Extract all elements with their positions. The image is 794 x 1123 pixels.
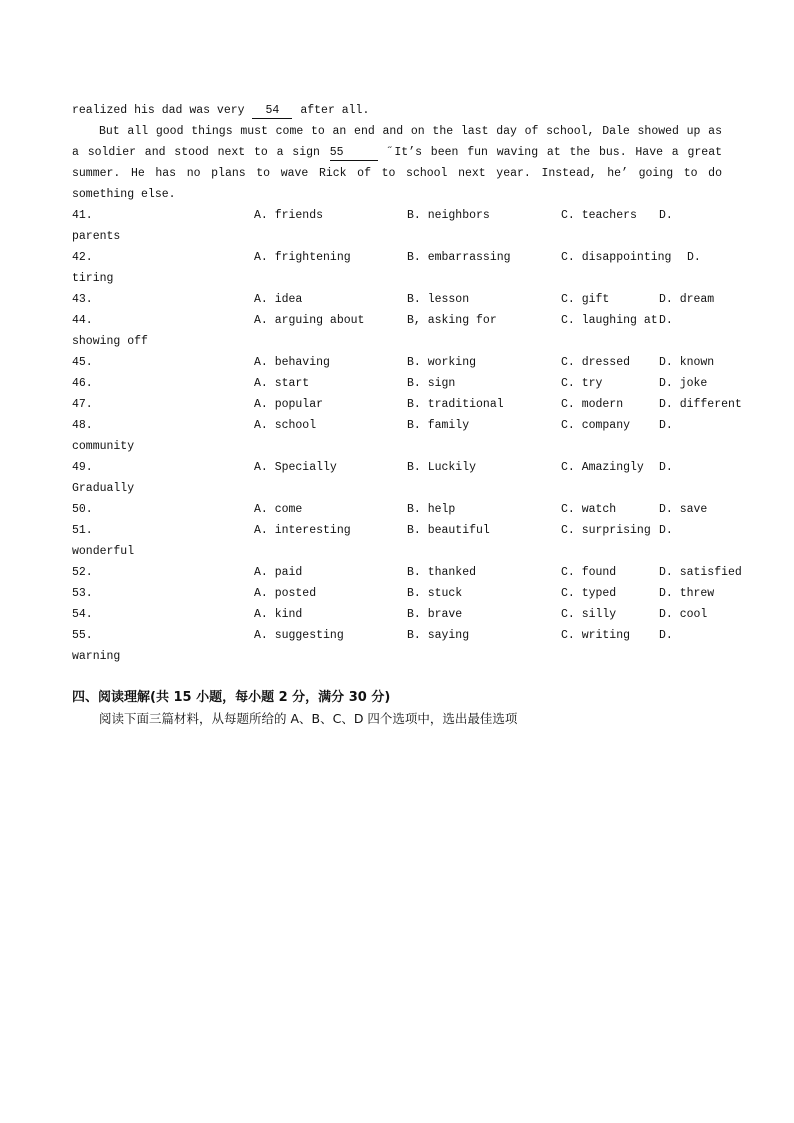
question-list xyxy=(72,205,742,667)
option-b: B. embarrassing xyxy=(407,251,511,264)
option-c: C. try xyxy=(561,377,603,390)
option-d: D. xyxy=(659,629,673,642)
option-d: D. xyxy=(659,419,673,432)
passage-text: ˝It’s been fun waving at the bus. Have a great xyxy=(387,146,722,159)
question-number: 42. xyxy=(72,251,93,264)
blank-55: 55 xyxy=(330,145,378,161)
option-c: C. surprising xyxy=(561,524,651,537)
option-b: B. traditional xyxy=(407,398,504,411)
question-row xyxy=(72,562,742,583)
question-number: 48. xyxy=(72,419,93,432)
option-d-continued: parents xyxy=(72,230,121,243)
option-a: A. posted xyxy=(254,587,317,600)
option-c: C. dressed xyxy=(561,356,631,369)
option-b: B. working xyxy=(407,356,477,369)
question-number: 53. xyxy=(72,587,93,600)
option-d-continued: Gradually xyxy=(72,482,135,495)
option-b: B. saying xyxy=(407,629,470,642)
option-a: A. interesting xyxy=(254,524,351,537)
passage-line-1 xyxy=(72,100,722,121)
question-row xyxy=(72,415,722,436)
option-a: A. school xyxy=(254,419,317,432)
question-row xyxy=(72,457,722,478)
document-page xyxy=(72,100,742,731)
option-b: B. stuck xyxy=(407,587,463,600)
option-d-continued: community xyxy=(72,440,135,453)
option-c: C. found xyxy=(561,566,617,579)
option-a: A. behaving xyxy=(254,356,330,369)
question-row xyxy=(72,247,722,268)
question-row xyxy=(72,499,722,520)
option-b: B. thanked xyxy=(407,566,477,579)
question-number: 54. xyxy=(72,608,93,621)
option-b: B. family xyxy=(407,419,470,432)
option-a: A. suggesting xyxy=(254,629,344,642)
option-b: B. help xyxy=(407,503,456,516)
question-number: 49. xyxy=(72,461,93,474)
option-c: C. silly xyxy=(561,608,617,621)
option-c: C. modern xyxy=(561,398,624,411)
option-d: D. dream xyxy=(659,293,715,306)
question-number: 47. xyxy=(72,398,93,411)
question-row xyxy=(72,205,722,226)
passage-text: after all. xyxy=(300,104,370,117)
question-number: 50. xyxy=(72,503,93,516)
option-d: D. known xyxy=(659,356,715,369)
option-b: B. brave xyxy=(407,608,463,621)
option-b: B. lesson xyxy=(407,293,470,306)
option-d: D. xyxy=(659,461,673,474)
passage-line-5 xyxy=(72,184,722,205)
option-d: D. threw xyxy=(659,587,715,600)
question-number: 43. xyxy=(72,293,93,306)
option-a: A. start xyxy=(254,377,310,390)
option-d: D. different xyxy=(659,398,742,411)
question-number: 45. xyxy=(72,356,93,369)
section-title: 四、阅读理解(共 15 小题，每小题 2 分，满分 30 分) xyxy=(72,690,391,705)
question-number: 44. xyxy=(72,314,93,327)
blank-54: 54 xyxy=(252,103,292,119)
option-d-continued: warning xyxy=(72,650,121,663)
option-d: D. save xyxy=(659,503,708,516)
option-d: D. satisfied xyxy=(659,566,742,579)
option-d: D. xyxy=(659,314,673,327)
option-d: D. xyxy=(687,251,701,264)
option-d: D. xyxy=(659,524,673,537)
section-instruction: 阅读下面三篇材料，从每题所给的 A、B、C、D 四个选项中，选出最佳选项 xyxy=(99,711,518,726)
option-d-continued: wonderful xyxy=(72,545,135,558)
passage-text: realized his dad was very xyxy=(72,104,245,117)
option-d: D. xyxy=(659,209,673,222)
option-a: A. kind xyxy=(254,608,303,621)
question-row xyxy=(72,625,722,646)
question-row xyxy=(72,289,722,310)
option-a: A. arguing about xyxy=(254,314,365,327)
option-d-continued: showing off xyxy=(72,335,148,348)
question-number: 55. xyxy=(72,629,93,642)
question-number: 51. xyxy=(72,524,93,537)
option-c: C. laughing at xyxy=(561,314,658,327)
question-number: 41. xyxy=(72,209,93,222)
option-c: C. Amazingly xyxy=(561,461,644,474)
option-b: B. sign xyxy=(407,377,456,390)
option-d: D. cool xyxy=(659,608,708,621)
option-c: C. company xyxy=(561,419,631,432)
question-row xyxy=(72,520,722,541)
option-c: C. watch xyxy=(561,503,617,516)
passage-line-3 xyxy=(72,142,722,163)
question-number: 52. xyxy=(72,566,93,579)
option-b: B. neighbors xyxy=(407,209,490,222)
option-a: A. frightening xyxy=(254,251,351,264)
question-row xyxy=(72,394,742,415)
option-c: C. gift xyxy=(561,293,610,306)
option-a: A. come xyxy=(254,503,303,516)
passage-text: a soldier and stood next to a sign xyxy=(72,146,320,159)
question-row xyxy=(72,310,722,331)
option-a: A. Specially xyxy=(254,461,337,474)
option-c: C. disappointing xyxy=(561,251,672,264)
passage-text: summer. He has no plans to wave Rick of to school next year. Instead, he’ going to do xyxy=(72,167,722,180)
option-b: B. beautiful xyxy=(407,524,490,537)
passage-line-4 xyxy=(72,163,722,184)
option-a: A. popular xyxy=(254,398,324,411)
question-row xyxy=(72,352,722,373)
option-c: C. writing xyxy=(561,629,631,642)
option-a: A. friends xyxy=(254,209,324,222)
option-a: A. paid xyxy=(254,566,303,579)
question-row xyxy=(72,583,722,604)
question-row xyxy=(72,604,722,625)
option-b: B. Luckily xyxy=(407,461,477,474)
question-row xyxy=(72,373,722,394)
option-b: B, asking for xyxy=(407,314,497,327)
option-d: D. joke xyxy=(659,377,708,390)
passage-text: But all good things must come to an end and on the last day of school, Dale showed up as xyxy=(99,125,722,138)
passage-text: something else. xyxy=(72,188,176,201)
option-c: C. teachers xyxy=(561,209,637,222)
option-d-continued: tiring xyxy=(72,272,114,285)
question-number: 46. xyxy=(72,377,93,390)
option-a: A. idea xyxy=(254,293,303,306)
passage-line-2 xyxy=(72,121,722,142)
option-c: C. typed xyxy=(561,587,617,600)
